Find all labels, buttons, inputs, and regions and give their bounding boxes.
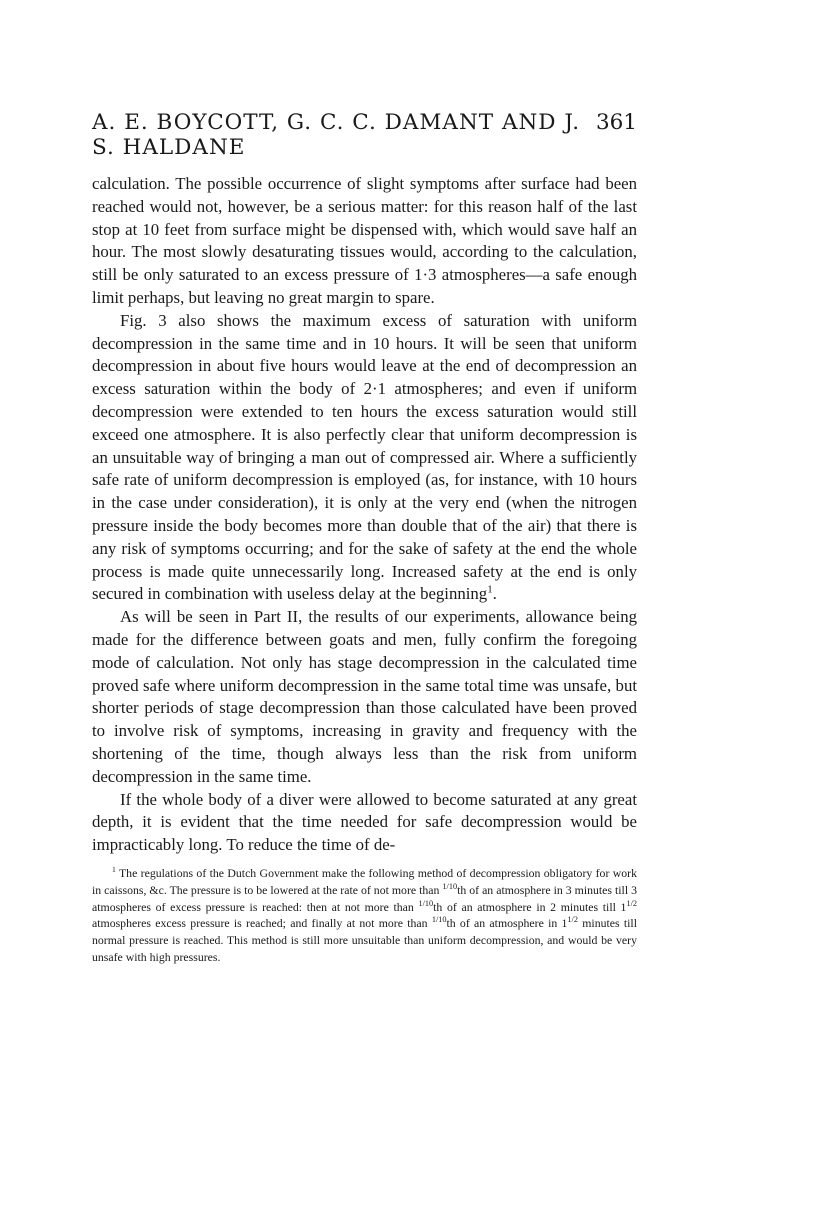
footnote-reference: 1 [487, 583, 493, 596]
header-authors: A. E. BOYCOTT, G. C. C. DAMANT AND J. S. HALDANE [92, 110, 581, 160]
running-header [92, 110, 637, 160]
paragraph-1: calculation. The possible occurrence of slight symptoms after surface had been reached would not, however, be a serious matter: for this reason half of the last stop at 10 feet from surface might be dispensed with, which would save half an hour. The most slowly desaturating tissues would, according to the calculation, still be only saturated to an excess pressure of 1·3 atmospheres—a safe enough limit perhaps, but leaving no great margin to spare. [92, 174, 637, 307]
fraction-tenth: 1/10 [442, 881, 458, 891]
body-text [92, 173, 637, 857]
footnote-text: The regulations of the Dutch Government make the following method of decompression obligatory for work in caissons, &c. The pressure is to be lowered at the rate of not more than [92, 865, 637, 897]
paragraph-2-end: . [492, 584, 497, 604]
paragraph-2-text: Fig. 3 also shows the maximum excess of saturation with uniform decompression in the same time and in 10 hours. It will be seen that uniform decompression in about five hours would leave at the end of decompression an excess saturation within the body of 2·1 atmospheres; and even if uniform decompression were extended to ten hours the excess saturation would still exceed one atmosphere. It is also perfectly clear that uniform decompression is an unsuitable way of bringing a man out of compressed air. Where a sufficiently safe rate of uniform decompression is employed (as, for instance, with 10 hours in the case under consideration), it is only at the very end (when the nitrogen pressure inside the body becomes more than double that of the air) that there is any risk of symptoms occurring; and for the sake of safety at the end the whole process is made quite unnecessarily long. Increased safety at the end is only secured in combination with useless delay at the beginning [92, 310, 637, 604]
fraction-half: 1/2 [626, 898, 637, 908]
fraction-tenth: 1/10 [418, 898, 434, 908]
footnote [92, 865, 637, 966]
paragraph-3: As will be seen in Part II, the results of our experiments, allowance being made for the difference between goats and men, fully confirm the foregoing mode of calculation. Not only has stage decompression in the calculated time proved safe where uniform decompression in the same total time was unsafe, but shorter periods of stage decompression than those calculated have been proved to involve risk of symptoms, increasing in gravity and frequency with the shortening of the time, though always less than the risk from uniform decompression in the same time. [92, 607, 637, 786]
fraction-tenth: 1/10 [431, 915, 447, 925]
footnote-text: th of an atmosphere in 3 minutes till 3 atmospheres of excess pressure is reached: then at not more than [92, 882, 637, 914]
footnote-text: minutes till normal pressure is reached. This method is still more unsuitable than uniform decompression, and would be very unsafe with high pressures. [92, 916, 637, 964]
footnote-text: th of an atmosphere in 1 [446, 916, 568, 931]
footnote-text: th of an atmosphere in 2 minutes till 1 [433, 899, 627, 914]
page [92, 110, 637, 966]
fraction-half: 1/2 [567, 915, 578, 925]
paragraph-2 [92, 310, 637, 606]
page-number: 361 [595, 110, 637, 135]
footnote-text: atmospheres excess pressure is reached; and finally at not more than [92, 916, 432, 931]
footnote-mark: 1 [112, 864, 116, 874]
paragraph-4: If the whole body of a diver were allowed to become saturated at any great depth, it is evident that the time needed for safe decompression would be impracticably long. To reduce the time of de- [92, 789, 637, 855]
